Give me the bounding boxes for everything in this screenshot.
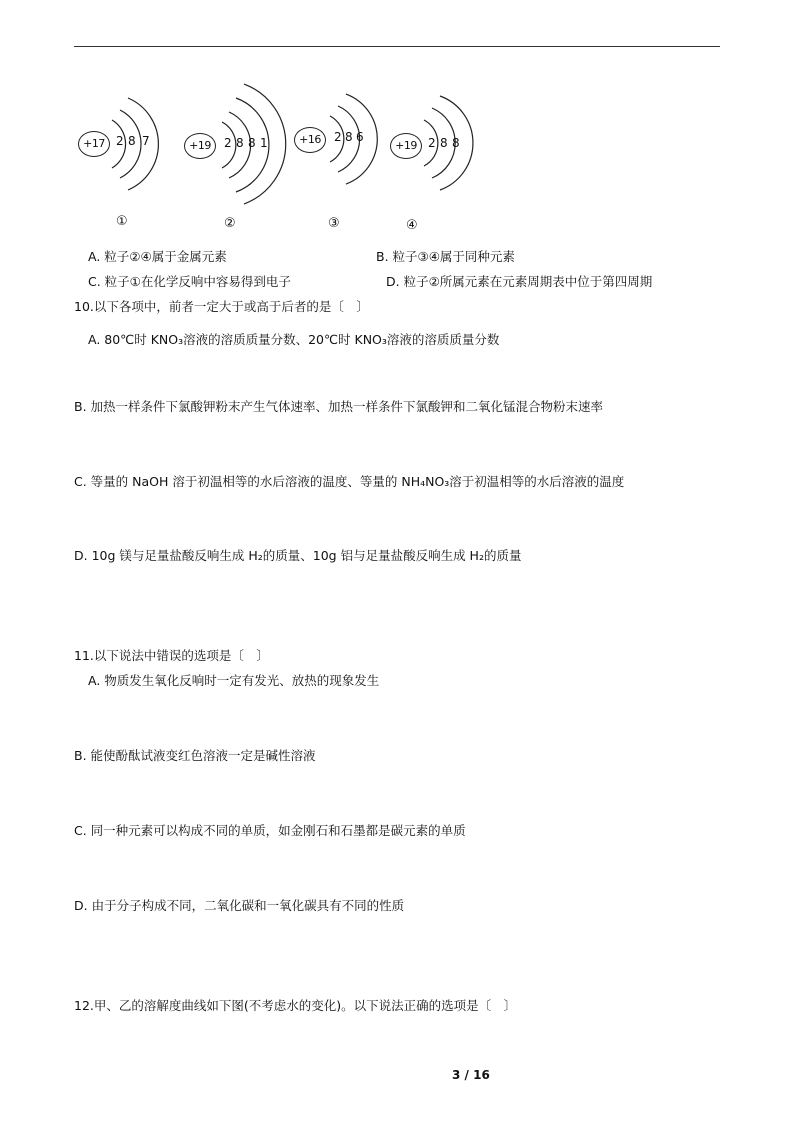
shell-electrons: 8 bbox=[345, 130, 353, 144]
nucleus-charge: +17 bbox=[78, 131, 110, 157]
atom-label: ① bbox=[116, 214, 128, 229]
q9-option-c: C. 粒子①在化学反响中容易得到电子 bbox=[88, 274, 291, 289]
atom-label: ③ bbox=[328, 216, 340, 231]
shell-electrons: 8 bbox=[452, 136, 460, 150]
nucleus-charge: +19 bbox=[184, 133, 216, 159]
q11-option-b: B. 能使酚酞试液变红色溶液一定是碱性溶液 bbox=[74, 748, 316, 763]
shell-electrons: 7 bbox=[142, 134, 150, 148]
q9-option-b: B. 粒子③④属于同种元素 bbox=[376, 249, 515, 264]
atom-diagram-1 bbox=[76, 80, 176, 229]
q11-option-d: D. 由于分子构成不同，二氧化碳和一氧化碳具有不同的性质 bbox=[74, 898, 405, 913]
q9-option-d: D. 粒子②所属元素在元素周期表中位于第四周期 bbox=[386, 274, 653, 289]
q11-option-a: A. 物质发生氧化反响时一定有发光、放热的现象发生 bbox=[88, 673, 380, 688]
q10-option-a: A. 80℃时 KNO₃溶液的溶质质量分数、20℃时 KNO₃溶液的溶质质量分数 bbox=[88, 332, 500, 347]
header-rule bbox=[74, 46, 720, 47]
atom-diagram-4 bbox=[388, 80, 488, 233]
shell-electrons: 6 bbox=[356, 130, 364, 144]
shell-electrons: 8 bbox=[236, 136, 244, 150]
atom-label: ④ bbox=[406, 218, 418, 233]
shell-electrons: 2 bbox=[428, 136, 436, 150]
shell-electrons: 2 bbox=[116, 134, 124, 148]
q11-option-c: C. 同一种元素可以构成不同的单质，如金刚石和石墨都是碳元素的单质 bbox=[74, 823, 466, 838]
q12-stem: 12.甲、乙的溶解度曲线如下图(不考虑水的变化)。以下说法正确的选项是〔 〕 bbox=[74, 998, 517, 1013]
page-number: 3 / 16 bbox=[452, 1068, 490, 1082]
shell-electrons: 2 bbox=[224, 136, 232, 150]
q9-option-a: A. 粒子②④属于金属元素 bbox=[88, 249, 227, 264]
atom-diagram-2 bbox=[184, 80, 284, 231]
q10-option-c: C. 等量的 NaOH 溶于初温相等的水后溶液的温度、等量的 NH₄NO₃溶于初温相等的水后溶液的温度 bbox=[74, 474, 625, 489]
q10-option-d: D. 10g 镁与足量盐酸反响生成 H₂的质量、10g 铝与足量盐酸反响生成 H₂的质量 bbox=[74, 548, 522, 563]
atom-diagram-3 bbox=[294, 80, 394, 231]
atom-label: ② bbox=[224, 216, 236, 231]
q10-stem: 10.以下各项中，前者一定大于或高于后者的是〔 〕 bbox=[74, 299, 369, 314]
shell-electrons: 8 bbox=[440, 136, 448, 150]
shell-electrons: 2 bbox=[334, 130, 342, 144]
nucleus-charge: +19 bbox=[390, 133, 422, 159]
shell-electrons: 1 bbox=[260, 136, 268, 150]
q11-stem: 11.以下说法中错误的选项是〔 〕 bbox=[74, 648, 269, 663]
atom-structure-diagrams bbox=[72, 80, 492, 233]
shell-electrons: 8 bbox=[248, 136, 256, 150]
q10-option-b: B. 加热一样条件下氯酸钾粉末产生气体速率、加热一样条件下氯酸钾和二氧化锰混合物粉末速率 bbox=[74, 399, 604, 414]
shell-electrons: 8 bbox=[128, 134, 136, 148]
nucleus-charge: +16 bbox=[294, 127, 326, 153]
